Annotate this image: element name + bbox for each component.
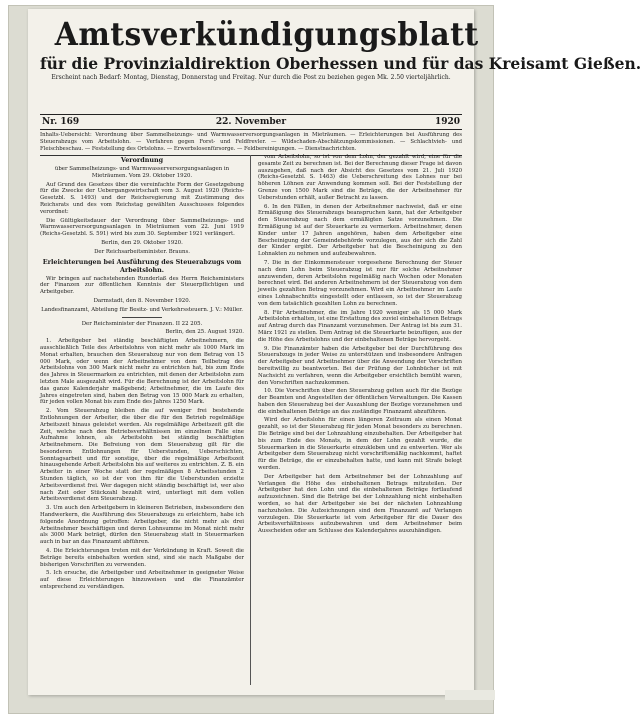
paragraph: 6. In den Fällen, in denen der Arbeitnehmer nachweist, daß er eine Ermäßigung des Steuerabzugs beanspruchen kann, hat der Arbeitgeber den Steuerabzug nach dem ermäßigten Satze vorzunehmen. Die Ermäßigung ist auf der Steuerkarte zu vermerken. Arbeitnehmer, denen Kinder unter 17 Jahren angehören, haben dem Arbeitgeber eine Bescheinigung der Gemeindebehörde vorzulegen, aus der sich die Zahl der Kinder ergibt. Der Arbeitgeber hat die Bescheinigung zu den Lohnakten zu nehmen und aufzubewahren. — [258, 203, 462, 258]
paragraph: 10. Die Vorschriften über den Steuerabzug gelten auch für die Bezüge der Beamten und Angestellten der öffentlichen Verwaltungen. Die Kassen haben den Steuerabzug bei der Auszahlung der Bezüge vorzunehmen und die einbehaltenen Beträge an das zuständige Finanzamt abzuführen. — [258, 388, 462, 415]
publication-note: Erscheint nach Bedarf: Montag, Dienstag, Donnerstag und Freitag. Nur durch die Post zu beziehen gegen Mk. 2.50 vierteljährlich. — [51, 74, 451, 81]
masthead-subtitle: für die Provinzialdirektion Oberhessen und für das Kreisamt Gießen. — [40, 54, 641, 73]
masthead-title: Amtsverkündigungsblatt — [54, 15, 479, 53]
paragraph: vom Arbeitslohn, so ist von dem Lohn, der gezahlt wird, eine für die gesamte Zeit zu berechnen ist. Bei der Berechnung dieser Frage ist davon auszugehen, daß nach der Absicht des Gesetzes vom 21. Juli 1920 (Reichs-Gesetzbl. S. 1463) die Ueberschreitung des Lohnes nur bei höheren Löhnen zur Anwendung kommen soll. Bei der Feststellung der Grenze von 1500 Mark sind die Beträge, die der Arbeitnehmer für Ueberstunden erhält, außer Betracht zu lassen. — [258, 154, 463, 201]
paragraph: 1. Arbeitgeber bei ständig beschäftigten Arbeitnehmern, die ausschließlich Teile des Arbeitslohns von nicht mehr als 1000 Mark im Monat erhalten, brauchen den Steuerabzug nur von dem Betrag von 15 000 Mark, oder wenn der Arbeitnehmer von dem Teilbetrag des Arbeitslohns von 300 Mark nicht mehr zu entrichten hat, bis zum Ende des Jahres in Steuermarken zu entrichten, mit denen der Arbeitslohn zum letzten Male ausgezahlt wird. Für die Berechnung ist der Arbeitslohn für das ganze Kalenderjahr maßgebend; Arbeitnehmer, die im Laufe des Jahres eingetreten sind, haben den Betrag von 15 000 Mark zu erhalten, für jeden vollen Monat bis zum Ende des Jahres 1250 Mark. — [40, 338, 244, 406]
paragraph: Berlin, den 29. Oktober 1920. — [101, 239, 183, 246]
right-column — [258, 154, 462, 687]
masthead — [40, 15, 641, 82]
section-heading: Verordnung — [120, 156, 164, 164]
paragraph: Berlin, den 25. August 1920. — [165, 329, 244, 336]
issue-date: 22. November — [215, 117, 287, 127]
paragraph: 7. Die in der Einkommensteuer vorgesehene Berechnung der Steuer nach dem Lohn beim Steuerabzug ist nur für solche Arbeitnehmer anzuwenden, deren Arbeitslohn regelmäßig nach Wochen oder Monaten berechnet wird. Bei anderen Arbeitnehmern ist der Steuerabzug von dem jeweils gezahlten Betrag vorzunehmen. Wird ein Arbeitnehmer im Laufe eines Lohnabschnitts eingestellt oder entlassen, so ist der Steuerabzug von dem tatsächlich gezahlten Lohn zu berechnen. — [258, 259, 462, 307]
issue-bar — [40, 114, 462, 130]
table-of-contents: Inhalts-Uebersicht: Verordnung über Sammelheizungs- und Warmwasserversorgungsanlagen in Mieträumen. — Erleichterungen bei Ausführung des Steuerabzugs vom Arbeitslohn. — Verfahren gegen Forst- und Feldfrevler. — Wildschaden-Abschätzungskommissionen. — Schlachtvieh- und Fleischbeschau. — Feststellung des Ortslohns. — Erwerbslosenfürsorge. — Feldbereinigungen. — Dienstnachrichten. — [40, 132, 462, 156]
section-heading: Erleichterungen bei Ausführung des Steuerabzugs vom Arbeitslohn. — [42, 257, 242, 274]
paragraph: über Sammelheizungs- und Warmwasserversorgungsanlagen in Mieträumen. Vom 29. Oktober 1920. — [54, 166, 230, 179]
column-divider — [250, 155, 251, 685]
paragraph: Wir bringen auf nachstehenden Runderlaß des Herrn Reichsministers der Finanzen zur öffentlichen Kenntnis der Steuerpflichtigen und Arbeitgeber. — [40, 275, 244, 296]
left-column — [40, 154, 244, 687]
paragraph: Landesfinanzamt, Abteilung für Besitz- und Verkehrssteuern. J. V.: Müller. — [41, 306, 243, 313]
section-rule — [122, 317, 162, 318]
paragraph: Darmstadt, den 8. November 1920. — [93, 297, 191, 304]
paragraph: 4. Die Erleichterungen treten mit der Verkündung in Kraft. Soweit die Beträge bereits einbehalten worden sind, sind sie nach Maßgabe der bisherigen Vorschriften zu verwenden. — [40, 548, 244, 568]
paragraph: 5. Ich ersuche, die Arbeitgeber und Arbeitnehmer in geeigneter Weise auf diese Erleichterungen hinzuweisen und die Finanzämter entsprechend zu verständigen. — [40, 570, 244, 591]
paragraph: Auf Grund des Gesetzes über die vereinfachte Form der Gesetzgebung für die Zwecke der Uebergangswirtschaft vom 3. August 1920 (Reichs-Gesetzbl. S. 1493) und der Reichsregierung mit Zustimmung des Reichsrats und des vom Reichstag gewählten Ausschusses folgendes verordnet: — [40, 181, 244, 215]
issue-year: 1920 — [434, 117, 460, 127]
issue-number: Nr. 169 — [42, 117, 80, 127]
paragraph: Der Reichsminister der Finanzen. II 22 205. — [81, 320, 203, 327]
paragraph: Der Reichsarbeitsminister. Brauns. — [94, 248, 190, 255]
paragraph: 8. Für Arbeitnehmer, die im Jahre 1920 weniger als 15 000 Mark Arbeitslohn erhalten, ist eine Erstattung des zuviel einbehaltenen Betrags auf Antrag durch das Finanzamt vorzunehmen. Der Antrag ist bis zum 31. März 1921 zu stellen. Dem Antrag ist die Steuerkarte beizufügen, aus der die Höhe des Arbeitslohns und der einbehaltenen Beträge hervorgeht. — [258, 309, 462, 343]
paragraph: 9. Die Finanzämter haben die Arbeitgeber bei der Durchführung des Steuerabzugs in jeder Weise zu unterstützen und insbesondere Anfragen der Arbeitgeber und Arbeitnehmer über die Anwendung der Vorschriften bereitwillig zu beantworten. Bei der Prüfung der Lohnbücher ist mit Nachsicht zu verfahren, wenn die Arbeitgeber ersichtlich bemüht waren, den Vorschriften nachzukommen. — [258, 345, 462, 386]
scan-margin — [445, 690, 495, 700]
document-page — [28, 9, 641, 695]
paragraph: Wird der Arbeitslohn für einen längeren Zeitraum als einen Monat gezahlt, so ist der Steuerabzug für jeden Monat besonders zu berechnen. Die Beträge sind bei der Lohnzahlung einzubehalten. Der Arbeitgeber hat bis zum Ende des Monats, in dem der Lohn gezahlt wurde, die Steuermarken in die Steuerkarte einzukleben und zu entwerten. Wer als Arbeitgeber dem Steuerabzug nicht vorschriftsmäßig nachkommt, haftet für die Beträge, die er einzubehalten hatte, und kann mit Strafe belegt werden. — [258, 417, 462, 472]
paragraph: Die Gültigkeitsdauer der Verordnung über Sammelheizungs- und Warmwasserversorgungsanlagen in Mieträumen vom 22. Juni 1919 (Reichs-Gesetzbl. S. 591) wird bis zum 30. September 1921 verlängert. — [40, 217, 244, 238]
paragraph: 3. Um auch den Arbeitgebern in kleineren Betrieben, insbesondere den Handwerkern, die Ausführung des Steuerabzugs zu erleichtern, habe ich folgende Anordnung getroffen: Arbeitgeber, die nicht mehr als drei Arbeitnehmer beschäftigen und deren Lohnsumme im Monat nicht mehr als 3000 Mark beträgt, dürfen den Steuerabzug statt in Steuermarken auch in bar an das Finanzamt abführen. — [40, 505, 244, 546]
paragraph: Der Arbeitgeber hat dem Arbeitnehmer bei der Lohnzahlung auf Verlangen die Höhe des einbehaltenen Betrags mitzuteilen. Der Arbeitgeber hat den Lohn und die einbehaltenen Beträge fortlaufend aufzuzeichnen. Sind die Beträge bei der Lohnzahlung nicht einbehalten worden, so hat der Arbeitgeber sie bei der nächsten Lohnzahlung nachzuholen. Die Aufzeichnungen sind dem Finanzamt auf Verlangen vorzulegen. Die Steuerkarte ist vom Arbeitgeber für die Dauer des Arbeitsverhältnisses aufzubewahren und dem Arbeitnehmer beim Ausscheiden oder am Schlusse des Kalenderjahres auszuhändigen. — [258, 473, 462, 535]
paragraph: 2. Vom Steuerabzug bleiben die auf weniger frei bestehende Entlohnungen der Arbeiter, die über die für den Betrieb regelmäßige Arbeitszeit hinaus geleistet werden. Als regelmäßige Arbeitszeit gilt die Zeit, welche nach den Betriebsverhältnissen im einzelnen Falle eine Aufnahme lohnen, als Arbeitslohn bei ständig beschäftigten Arbeitnehmern. Die Befreiung von dem Steuerabzug gilt für die besonderen Entlohnungen für Ueberstunden, Ueberschichten, Sonntagsarbeit und für sonstige, über die regelmäßige Arbeitszeit hinausgehende Arbeit Arbeitslohn bis auf weiteres zu entrichten. Z. B. ein Arbeiter in einer Woche statt der regelmäßigen 8 Arbeitsstunden 2 Stunden täglich, so ist der von ihm für die Ueberstunden erzielte Arbeitsverdienst frei. Wer dagegen nicht ständig beschäftigt ist, wer also nach Zeit oder Stückzahl bezahlt wird, unterliegt mit dem vollen Arbeitsverdienst dem Steuerabzug. — [40, 408, 244, 503]
